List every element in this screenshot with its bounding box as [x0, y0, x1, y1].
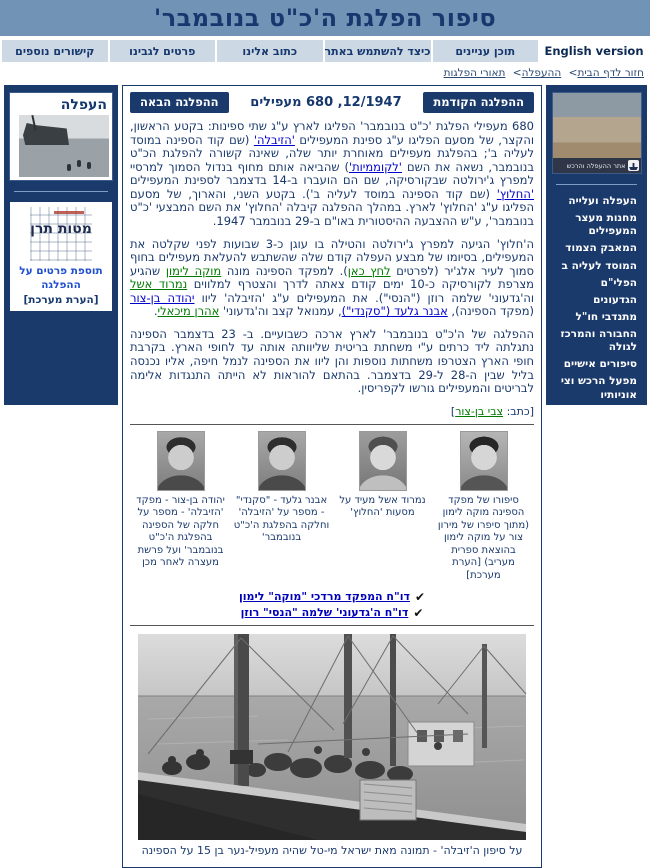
- sidebar-link[interactable]: החבורה והמרכז לגולה: [560, 328, 637, 354]
- portrait-photo[interactable]: [157, 431, 205, 491]
- inline-link[interactable]: 'החלוץ': [496, 186, 534, 201]
- portrait-caption: סיפורו של מפקד הספינה מוקה לימון (מתוך סיפרו של מירון צור על מוקה לימון בהוצאת ספרית מעריב) [הערת מערכת]: [437, 494, 530, 581]
- portrait-caption: יהודה בן-צור - מפקד 'הזיבלה' - מספר על חלקה של הספינה בהפלגת ה'כ"ט בנובמבר' ועל פרשת מעצרה לאחר מכן: [136, 494, 225, 569]
- book-byline-bar: [54, 211, 84, 214]
- voyage-heading: 12/1947, 680 מעפילים: [250, 95, 402, 110]
- inline-link[interactable]: אבנר גלעד ("סקנדי"): [341, 304, 448, 319]
- voyage-pager: [130, 92, 534, 113]
- sidebar-link[interactable]: חיל הים בראשיתו: [553, 405, 637, 418]
- inline-link[interactable]: יהודה בן-צור: [130, 290, 195, 305]
- ship-silhouette: [23, 123, 69, 145]
- portrait-figure: [435, 431, 533, 583]
- sidebar-nav: [546, 195, 647, 453]
- sidebar-link[interactable]: הגדעונים: [593, 293, 637, 306]
- right-sidebar: [546, 85, 647, 452]
- nav-items: [2, 40, 538, 62]
- breadcrumb: [0, 62, 650, 83]
- breadcrumb-separator: >: [568, 67, 578, 79]
- page-columns: [0, 83, 650, 868]
- inline-link[interactable]: צבי בן-צור: [455, 404, 504, 418]
- ship-photo-caption: על סיפון ה'זיבלה' - תמונה מאת ישראל מי-טל שהיה מעפיל-נער בן 15 על הספינה: [141, 844, 523, 858]
- portraits-row: [130, 431, 534, 583]
- nav-item[interactable]: קישורים נוספים: [2, 40, 108, 62]
- paragraph: ה'חלוץ' הגיעה למפרץ ג'ירולטה והטילה בו עוגן כ-3 שבועות לפני שקלטה את המעפילים, בסיומו של מבצע העפלה קודם שלה שהשתבש להעלאת מעפילים בחוף סמוך לעיר אלג'יר (לפרטים לחץ כאן). למפקד הספינה מונה מוקה לימון שהגיע מצרפת לקורסיקה כ-10 ימים קודם צאתה לדרך והצטרף למלווים נמרוד אשל וה'גדעוני' שלמה רוזן ("הנסי"). את המעפילים ע"ג 'הזיבלה' ליוו יהודה בן-צור (מפקד הספינה), אבנר גלעד ("סקנדי"), עמנואל קצב וה'גדעוני' אהרן מיכאלי.: [130, 236, 535, 319]
- report-line: [239, 590, 425, 603]
- ship-figure: [130, 634, 534, 857]
- divider-rule: [130, 625, 534, 626]
- next-voyage-button[interactable]: ההפלגה הבאה: [130, 92, 229, 113]
- inline-link[interactable]: 'הזיבלה': [253, 132, 295, 147]
- site-logo-caption: אתר ההעפלה והרכש: [566, 161, 626, 170]
- divider-rule: [130, 424, 534, 425]
- portrait-photo[interactable]: [460, 431, 508, 491]
- sidebar-link[interactable]: ראשוני הימאים: [564, 422, 637, 435]
- haapala-logo-photo: [19, 115, 109, 177]
- sidebar-link[interactable]: העפלה ועלייה: [568, 195, 637, 207]
- sidebar-link[interactable]: מחנות מעצר המעפילים: [575, 212, 637, 238]
- sidebar-link[interactable]: מצגות: [607, 439, 637, 452]
- sidebar-link[interactable]: מתנדבי חו"ל: [575, 310, 637, 323]
- portrait-figure: [334, 431, 432, 583]
- site-logo-strip: [553, 158, 641, 173]
- report-link[interactable]: דו"ח המפקד מרדכי "מוקה" לימון: [239, 590, 410, 604]
- ship-deck-photo: [138, 634, 526, 840]
- ship-icon: [628, 160, 639, 171]
- haapala-logo[interactable]: [9, 92, 113, 181]
- site-logo-photo[interactable]: [552, 92, 642, 174]
- inline-link[interactable]: לחץ כאן: [347, 263, 391, 278]
- book-title: מטות תרן: [30, 221, 92, 237]
- paragraph: 680 מעפילי הפלגת 'כ"ט בנובמבר' הפליגו לארץ ע"ג שתי ספינות: בקטע הראשון, והקצר, של מסעם הפליגו ע"ג ספינת המעפילים 'הזיבלה' (שם קוד הספינה במוסד לעליה ב'; בהפלגת מעפילים מאוחרת יותר שלה, שאינה קשורה להפלגת הכ"ט בנובמבר, נשאה את השם 'לקוממיות') שהביאה אותם מחוף בנדול הסמוך למרסיי למפרץ ג'ירולטה שבקורסיקה, שם הם הועברו ב-14 בדצמבר לספינת המעפילים 'החלוץ' (שם קוד הספינה במוסד לעליה ב'). בקטע השני, והארוך, של מסעם הפליגו ע"ג 'החלוץ' לארץ. במהלך ההפלגה קיבלה 'החלוץ' את השם המבצעי 'כ"ט בנובמבר', ע"ש ההצבעה ההיסטורית באו"ם ב-29 בנובמבר 1947.: [130, 119, 534, 228]
- book-promo: [10, 202, 112, 311]
- sidebar-divider: [556, 184, 637, 185]
- breadcrumb-link[interactable]: ההעפלה: [521, 67, 562, 79]
- nav-item[interactable]: כתוב אלינו: [217, 40, 323, 62]
- portrait-photo[interactable]: [359, 431, 407, 491]
- main-content: [122, 85, 542, 868]
- sidebar-link[interactable]: הפלי"ם: [600, 276, 637, 289]
- breadcrumb-link[interactable]: תאורי הפלגות: [443, 67, 506, 79]
- report-links: [130, 590, 534, 619]
- masthead: [0, 0, 650, 36]
- check-icon: ✔: [414, 589, 426, 604]
- nav-item[interactable]: פרטים לגבינו: [110, 40, 216, 62]
- sidebar-link[interactable]: מפעל הרכש וצי אוניותיו: [560, 375, 637, 401]
- page-title: סיפור הפלגת ה'כ"ט בנובמבר': [153, 4, 497, 32]
- portrait-caption: אבנר גלעד - "סקנדי" - מספר על 'הזיבלה' וחלקה בהפלגת ה'כ"ט בנובמבר': [233, 494, 330, 544]
- report-link[interactable]: דו"ח ה'גדעוני' שלמה "הנסי" רוזן: [240, 606, 409, 620]
- sidebar-link[interactable]: המאבק הצמוד: [565, 242, 637, 255]
- top-navigation: [0, 40, 650, 62]
- portrait-figure: [233, 431, 331, 583]
- portrait-figure: [132, 431, 230, 583]
- figure-silhouette: [87, 162, 91, 169]
- paragraph: ההפלגה של ה'כ"ט בנובמבר' לארץ ארכה כשבועיים. ב- 23 בדצמבר הספינה נתגלתה ליד כרתים ע"י משחתת בריטית שליוותה אותה עד לחופי הארץ. בקרבת חופי הארץ הצטרפו משחתות נוספות והן ליוו את הספינה לנמל חיפה, אליו נכנסה בליל שבין ה-28 ל-29 בדצמבר. בהתאם להוראות לא הייתה התנגדות אלימה לבריטים והמעפילים גורשו לקפריסין.: [130, 326, 534, 396]
- report-line: [241, 606, 424, 619]
- sidebar-link[interactable]: סיפורים אישיים: [563, 358, 637, 371]
- voyage-details-link[interactable]: תוספת פרטים על ההפלגה: [19, 265, 103, 291]
- breadcrumb-separator: >: [512, 67, 522, 79]
- haapala-logo-title: העפלה: [60, 97, 107, 113]
- byline: [כתב: צבי בן-צור]: [450, 404, 534, 418]
- nav-item[interactable]: תוכן עניינים: [433, 40, 539, 62]
- figure-silhouette: [67, 164, 71, 171]
- nav-english-version[interactable]: English version: [540, 40, 648, 62]
- inline-link[interactable]: מוקה לימון: [165, 263, 222, 278]
- inline-link[interactable]: אהרן מיכאלי: [157, 304, 220, 319]
- portrait-caption: נמרוד אשל מעיד על מסעות 'החלוץ': [339, 494, 426, 519]
- sidebar-link[interactable]: המוסד לעליה ב: [561, 259, 637, 272]
- previous-voyage-button[interactable]: ההפלגה הקודמת: [423, 92, 534, 113]
- figure-silhouette: [77, 160, 81, 167]
- breadcrumb-link[interactable]: חזור לדף הבית: [577, 67, 644, 79]
- left-sidebar: [4, 85, 118, 405]
- nav-item[interactable]: כיצד להשתמש באתר: [325, 40, 431, 62]
- inline-link[interactable]: נמרוד אשל: [130, 277, 188, 292]
- editor-note-link[interactable]: [הערת מערכת]: [23, 294, 99, 307]
- article-body: [130, 120, 534, 396]
- inline-link[interactable]: 'לקוממיות': [348, 159, 402, 174]
- breadcrumb-item: [444, 67, 506, 79]
- breadcrumb-item: [565, 67, 644, 79]
- sidebar-divider: [14, 191, 108, 192]
- check-icon: ✔: [413, 605, 424, 620]
- portrait-photo[interactable]: [258, 431, 306, 491]
- book-cover-image[interactable]: [30, 207, 92, 261]
- breadcrumb-item: [509, 67, 562, 79]
